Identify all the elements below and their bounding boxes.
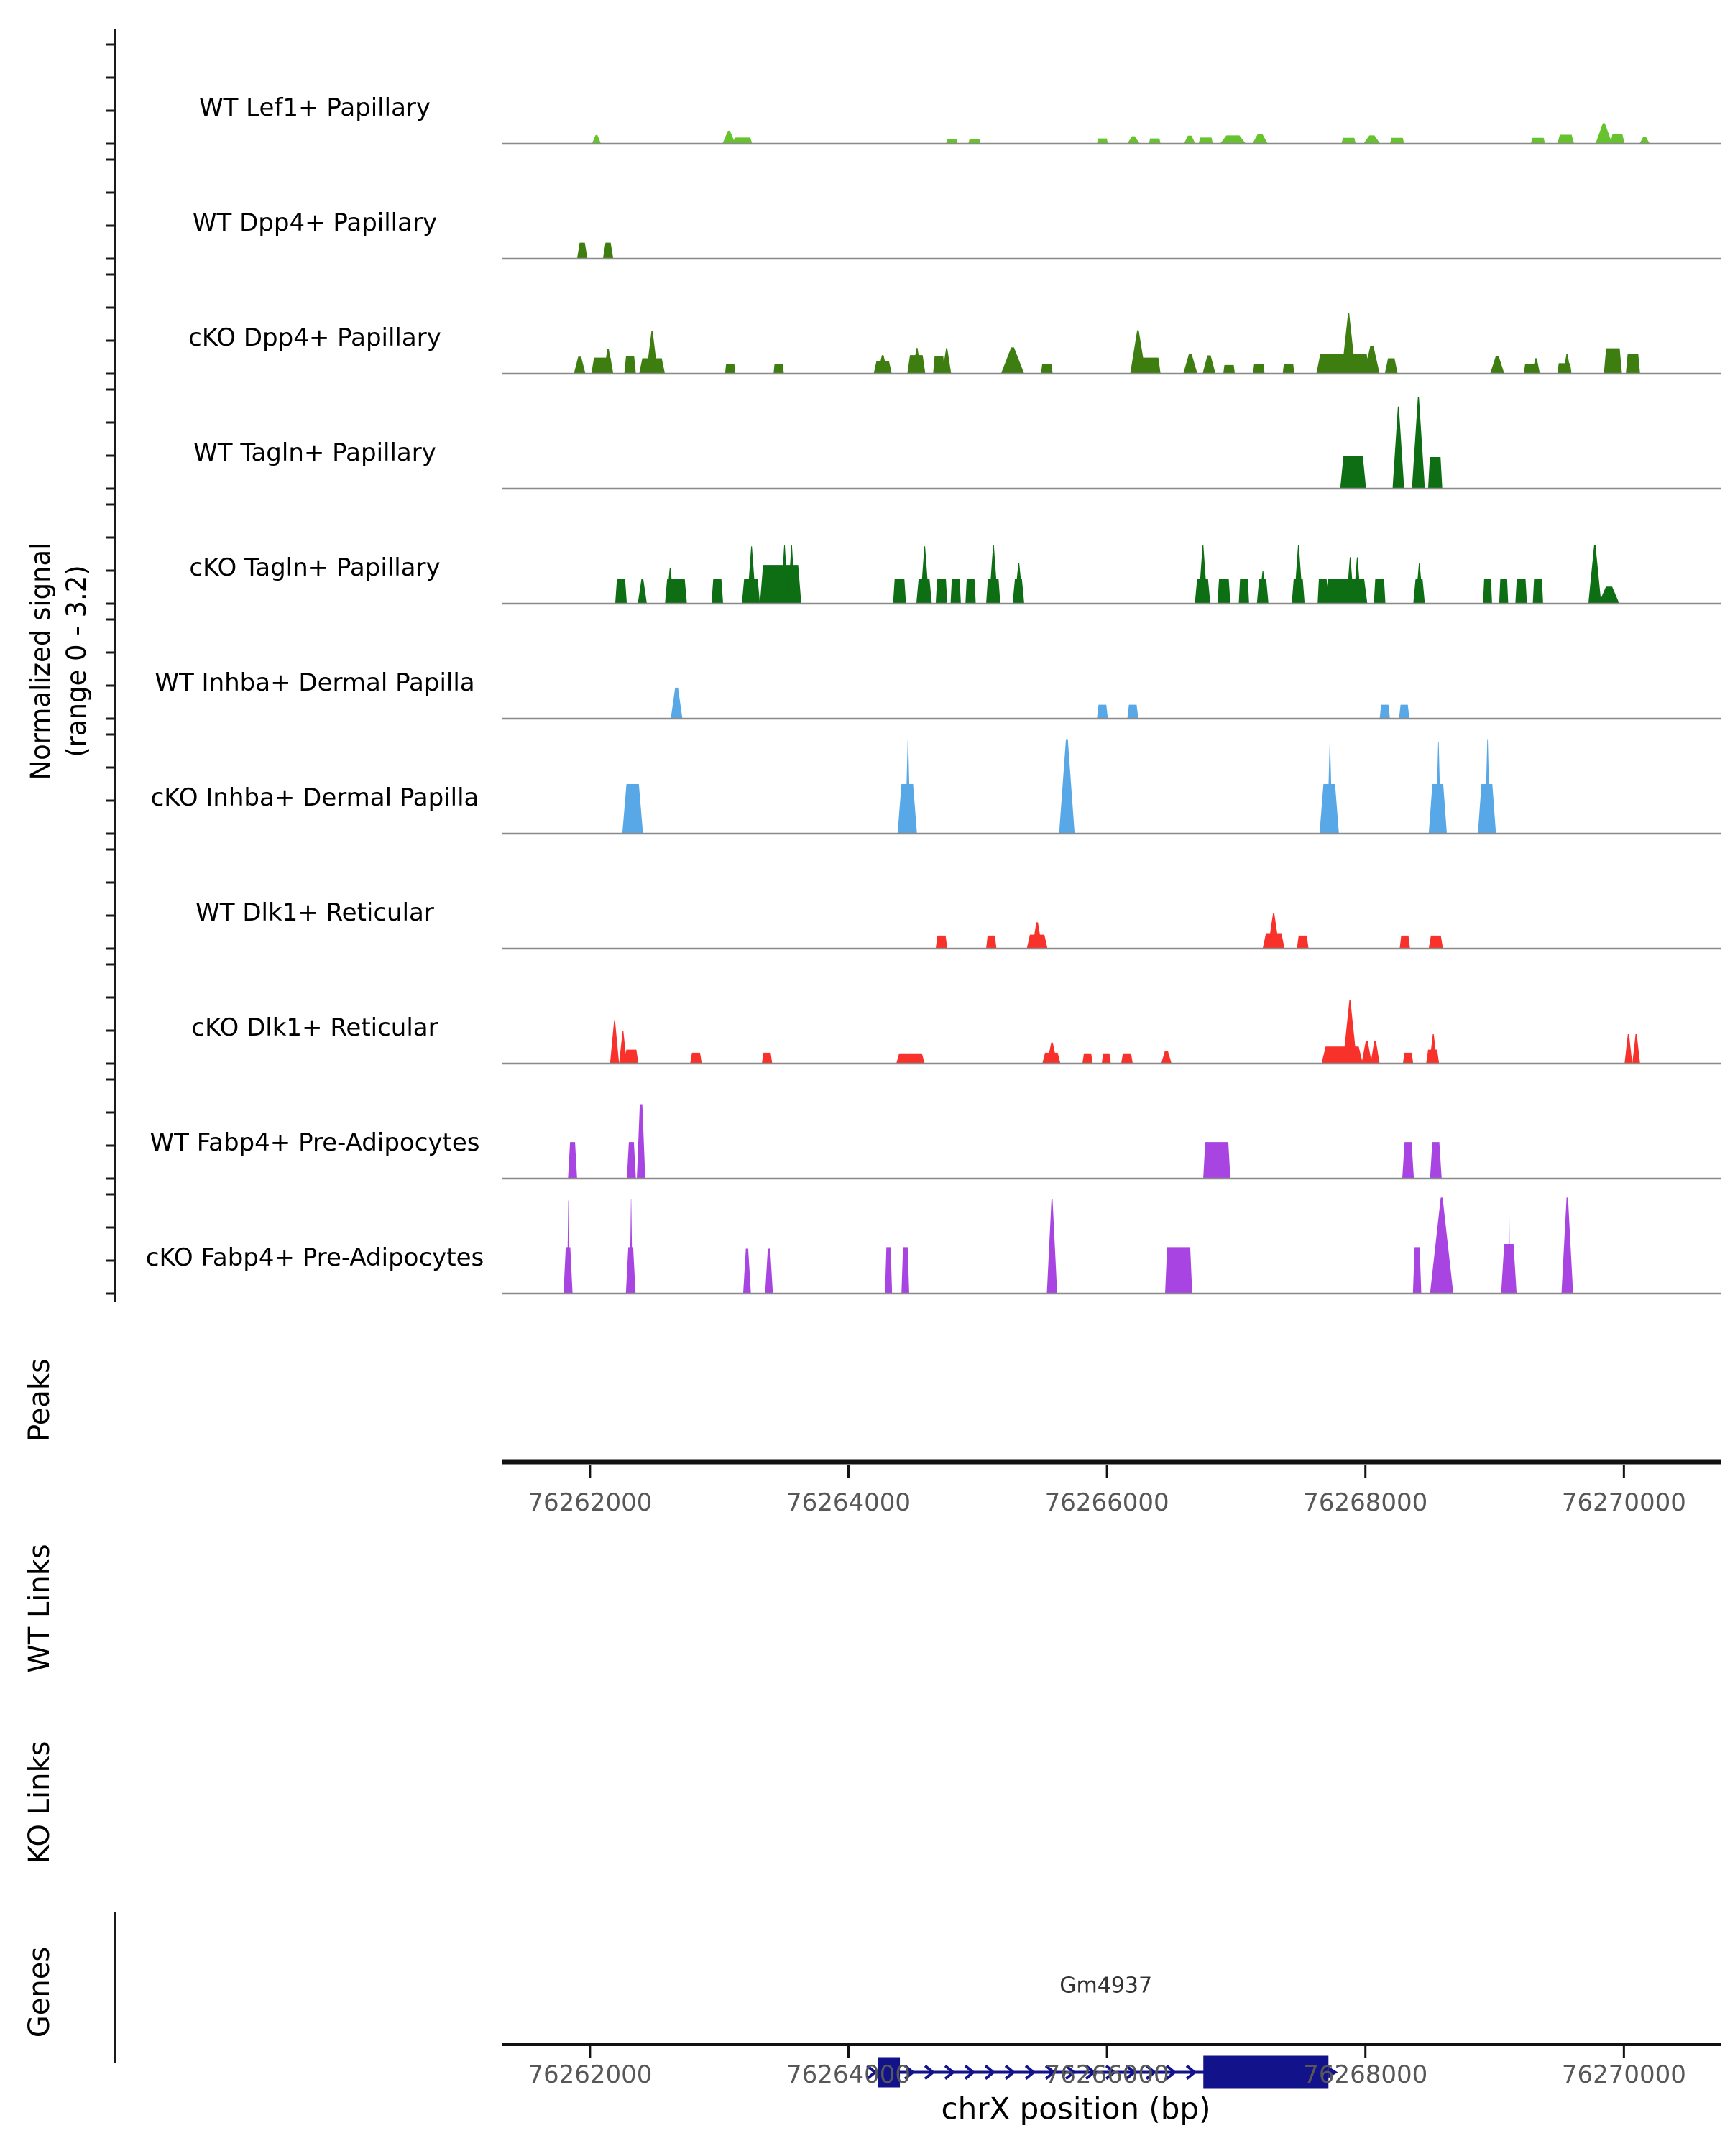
signal-peak [965,579,975,604]
signal-peak [1121,1054,1133,1064]
signal-peak [1361,1041,1371,1064]
peaks-axis-tick-label: 76264000 [786,1488,911,1517]
signal-peak [1626,354,1640,374]
signal-peak [743,1248,751,1294]
signal-peak [592,135,602,144]
gene-name-label: Gm4937 [1059,1973,1153,1999]
signal-peak [1183,354,1197,374]
signal-peak [630,1199,632,1294]
signal-peak [577,243,587,259]
peaks-axis-tick-label: 76262000 [528,1488,653,1517]
signal-peak [1239,579,1249,604]
signal-peak [1429,936,1443,949]
signal-peak [1297,936,1308,949]
signal-peak [725,364,735,374]
signal-peak [1138,358,1161,374]
signal-peak [615,579,627,604]
signal-peak [762,1053,772,1064]
x-axis-title: chrX position (bp) [941,2091,1211,2127]
signal-peak [1363,135,1380,144]
signal-peak [1610,134,1624,144]
signal-peak [574,356,585,374]
section-label-peaks: Peaks [23,1358,56,1442]
signal-peak [1294,545,1303,604]
track-label-cko-dlk1: cKO Dlk1+ Reticular [191,1013,438,1042]
signal-peak [1165,1247,1192,1294]
signal-peak [773,364,783,374]
signal-peak [765,1248,773,1294]
signal-peak [1059,739,1075,834]
signal-peak [625,1050,639,1064]
signal-peak [1371,1041,1380,1064]
signal-peak [1198,545,1208,604]
bottom-axis-tick-label: 76262000 [528,2060,653,2089]
signal-peak [1283,364,1294,374]
track-label-wt-inhba: WT Inhba+ Dermal Papilla [155,668,475,697]
signal-peak [1604,349,1622,374]
track-label-wt-tagln: WT Tagln+ Papillary [193,438,436,467]
bottom-axis-tick-label: 76266000 [1044,2060,1169,2089]
signal-peak [610,1021,620,1064]
signal-track-5 [615,545,1619,604]
signal-peak [1268,913,1279,949]
signal-peak [622,784,643,834]
signal-track-3 [574,313,1639,374]
signal-peak [712,579,723,604]
signal-peak [568,1142,577,1179]
track-label-cko-fabp4: cKO Fabp4+ Pre-Adipocytes [145,1243,484,1272]
signal-peak [1515,579,1527,604]
signal-peak [951,579,961,604]
y-axis-label-line2: (range 0 - 3.2) [61,565,92,757]
signal-peak [1218,579,1230,604]
signal-peak [936,579,947,604]
signal-track-4 [1340,397,1443,489]
signal-peak [1403,1053,1413,1064]
signal-peak [1343,1000,1357,1064]
signal-peak [1380,705,1390,719]
signal-peak [1082,1054,1092,1064]
signal-peak [671,688,682,719]
signal-peak [1184,136,1195,144]
signal-peak [986,936,996,949]
signal-track-10 [568,1105,1442,1179]
signal-peak [1046,1199,1057,1294]
signal-peak [1162,1051,1172,1064]
signal-peak [1483,579,1492,604]
signal-peak [896,1054,925,1064]
signal-track-7 [622,739,1496,834]
signal-peak [1402,1142,1414,1179]
signal-peak [1632,1034,1640,1064]
section-label-wt-links: WT Links [23,1544,56,1673]
section-label-ko-links: KO Links [23,1741,56,1864]
signal-peak [1385,358,1398,374]
signal-peak [1399,936,1409,949]
signal-peak [936,936,947,949]
signal-peak [1253,364,1264,374]
signal-track-2 [577,243,613,259]
signal-peak [1499,579,1509,604]
signal-peak [1097,705,1108,719]
signal-peak [1428,457,1443,489]
signal-peak [603,243,613,259]
signal-peak [901,1247,909,1294]
signal-peak [733,137,753,144]
signal-track-9 [610,1000,1640,1064]
signal-peak [1430,1197,1453,1294]
signal-peak [1001,347,1024,374]
signal-track-11 [564,1197,1573,1294]
signal-peak [1413,1247,1422,1294]
signal-peak [1199,137,1213,144]
signal-peak [1598,586,1619,604]
signal-peak [1127,705,1138,719]
signal-peak [1220,135,1246,144]
track-label-wt-dpp4: WT Dpp4+ Papillary [192,208,438,237]
signal-track-8 [936,913,1443,949]
peaks-axis-tick-label: 76270000 [1561,1488,1686,1517]
bottom-axis-tick-label: 76264000 [786,2060,911,2089]
signal-peak [1430,1034,1438,1064]
signal-track-6 [671,688,1409,719]
signal-peak [625,356,636,374]
signal-peak [1223,365,1235,374]
signal-peak [1412,397,1425,489]
signal-peak [1596,124,1612,144]
signal-peak [893,579,906,604]
signal-peak [1102,1054,1111,1064]
signal-peak [1392,407,1404,489]
signal-peak [637,1105,645,1179]
signal-peak [1558,134,1574,144]
signal-peak [1127,137,1140,144]
signal-peak [627,1142,636,1179]
signal-peak [885,1247,892,1294]
track-label-wt-dlk1: WT Dlk1+ Reticular [196,898,434,927]
signal-peak [1490,356,1504,374]
track-label-cko-inhba: cKO Inhba+ Dermal Papilla [150,783,479,812]
signal-track-1 [592,124,1650,144]
signal-peak [1341,313,1356,374]
y-axis-label [23,542,95,780]
signal-peak [1041,364,1052,374]
signal-peak [1399,705,1409,719]
signal-peak [1252,134,1268,144]
signal-peak [1325,579,1367,604]
signal-peak [1561,1197,1573,1294]
signal-peak [920,546,929,604]
track-label-cko-tagln: cKO Tagln+ Papillary [189,553,441,582]
signal-peak [690,1053,702,1064]
section-label-genes: Genes [23,1946,56,2038]
signal-peak [1203,1142,1230,1179]
signal-peak [1340,456,1366,489]
bottom-axis-tick-label: 76268000 [1303,2060,1428,2089]
signal-peak [989,545,998,604]
signal-peak [1430,1142,1442,1179]
signal-peak [665,579,687,604]
signal-peak [1639,137,1650,144]
signal-peak [1624,1034,1632,1064]
signal-peak [646,331,658,374]
track-label-wt-fabp4: WT Fabp4+ Pre-Adipocytes [150,1128,480,1157]
peaks-axis-tick-label: 76266000 [1044,1488,1169,1517]
signal-peak [638,579,647,604]
peaks-axis-tick-label: 76268000 [1303,1488,1428,1517]
signal-peak [1202,356,1215,374]
track-label-cko-dpp4: cKO Dpp4+ Papillary [188,323,441,352]
signal-peak [1533,579,1543,604]
y-axis-label-line1: Normalized signal [25,542,57,780]
signal-peak [1588,545,1601,604]
bottom-axis-tick-label: 76270000 [1561,2060,1686,2089]
signal-peak [1374,579,1385,604]
track-label-wt-lef1: WT Lef1+ Papillary [198,93,431,122]
signal-peak [747,546,756,604]
